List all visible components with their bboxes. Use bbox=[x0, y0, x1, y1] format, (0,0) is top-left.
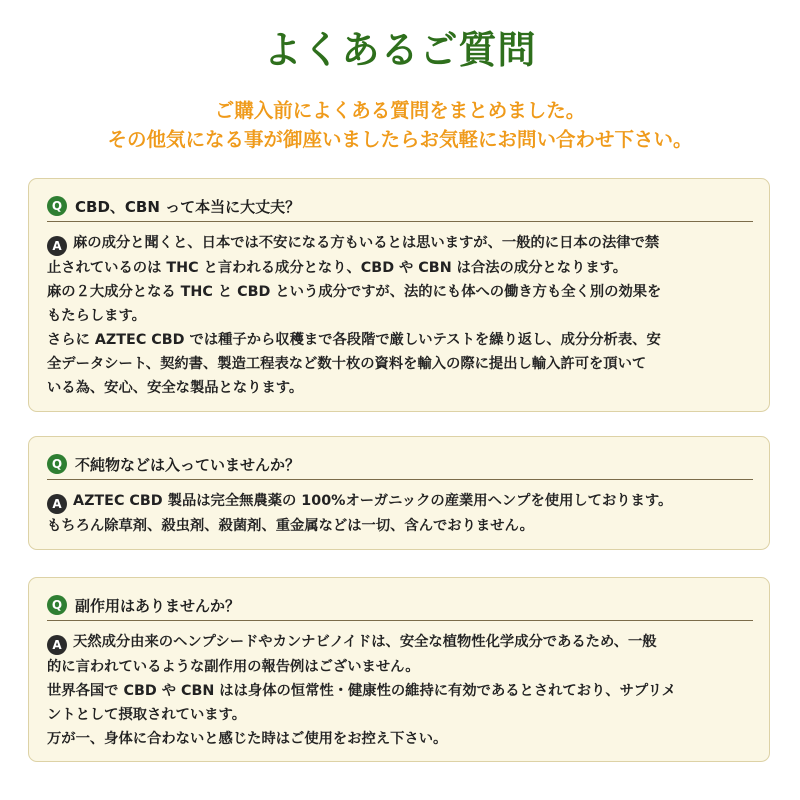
faq-answer bbox=[47, 630, 755, 751]
question-badge-icon: Q bbox=[47, 454, 67, 474]
faq-answer bbox=[47, 231, 755, 400]
question-divider bbox=[47, 221, 753, 222]
faq-card bbox=[28, 577, 770, 762]
answer-line: 的に言われているような副作用の報告例はございません。 bbox=[47, 659, 420, 675]
question-divider bbox=[47, 479, 753, 480]
answer-line: もたらします。 bbox=[47, 308, 146, 324]
faq-question bbox=[47, 193, 751, 219]
answer-line: さらに AZTEC CBD では種子から収穫まで各段階で厳しいテストを繰り返し、成分分析表、安 bbox=[47, 332, 661, 348]
answer-badge-icon: A bbox=[47, 236, 67, 256]
faq-card bbox=[28, 436, 770, 550]
answer-line: 万が一、身体に合わないと感じた時はご使用をお控え下さい。 bbox=[47, 731, 448, 747]
subtitle-line: ご購入前によくある質問をまとめました。 bbox=[214, 99, 586, 122]
question-badge-icon: Q bbox=[47, 196, 67, 216]
answer-line: 麻の２大成分となる THC と CBD という成分ですが、法的にも体への働き方も全く別の効果を bbox=[47, 284, 662, 300]
faq-card bbox=[28, 178, 770, 412]
answer-text: 天然成分由来のヘンプシードやカンナビノイドは、安全な植物性化学成分であるため、一般 bbox=[73, 634, 657, 650]
faq-answer bbox=[47, 489, 755, 538]
answer-badge-icon: A bbox=[47, 635, 67, 655]
faq-question bbox=[47, 451, 751, 477]
answer-line: ントとして摂取されています。 bbox=[47, 707, 247, 723]
subtitle-line: その他気になる事が御座いましたらお気軽にお問い合わせ下さい。 bbox=[107, 128, 693, 151]
answer-line: 世界各国で CBD や CBN はは身体の恒常性・健康性の維持に有効であるとされており、サプリメ bbox=[47, 683, 676, 699]
question-text: 不純物などは入っていませんか？ bbox=[75, 455, 301, 474]
answer-line: いる為、安心、安全な製品となります。 bbox=[47, 380, 304, 396]
page-subtitle bbox=[0, 96, 800, 154]
question-divider bbox=[47, 620, 753, 621]
question-text: 副作用はありませんか？ bbox=[75, 596, 241, 615]
answer-line: 止されているのは THC と言われる成分となり、CBD や CBN は合法の成分となります。 bbox=[47, 260, 628, 276]
faq-question bbox=[47, 592, 751, 618]
answer-text: 麻の成分と聞くと、日本では不安になる方もいるとは思いますが、一般的に日本の法律で禁 bbox=[73, 235, 660, 251]
answer-line: もちろん除草剤、殺虫剤、殺菌剤、重金属などは一切、含んでおりません。 bbox=[47, 518, 534, 534]
answer-text: AZTEC CBD 製品は完全無農薬の 100%オーガニックの産業用ヘンプを使用しております。 bbox=[73, 493, 673, 509]
answer-line: 全データシート、契約書、製造工程表など数十枚の資料を輸入の際に提出し輸入許可を頂いて bbox=[47, 356, 647, 372]
answer-line bbox=[47, 231, 755, 256]
question-badge-icon: Q bbox=[47, 595, 67, 615]
page-title: よくあるご質問 bbox=[263, 28, 537, 72]
answer-badge-icon: A bbox=[47, 494, 67, 514]
question-text: CBD、CBN って本当に大丈夫？ bbox=[75, 197, 301, 216]
answer-line bbox=[47, 489, 755, 514]
answer-line bbox=[47, 630, 755, 655]
